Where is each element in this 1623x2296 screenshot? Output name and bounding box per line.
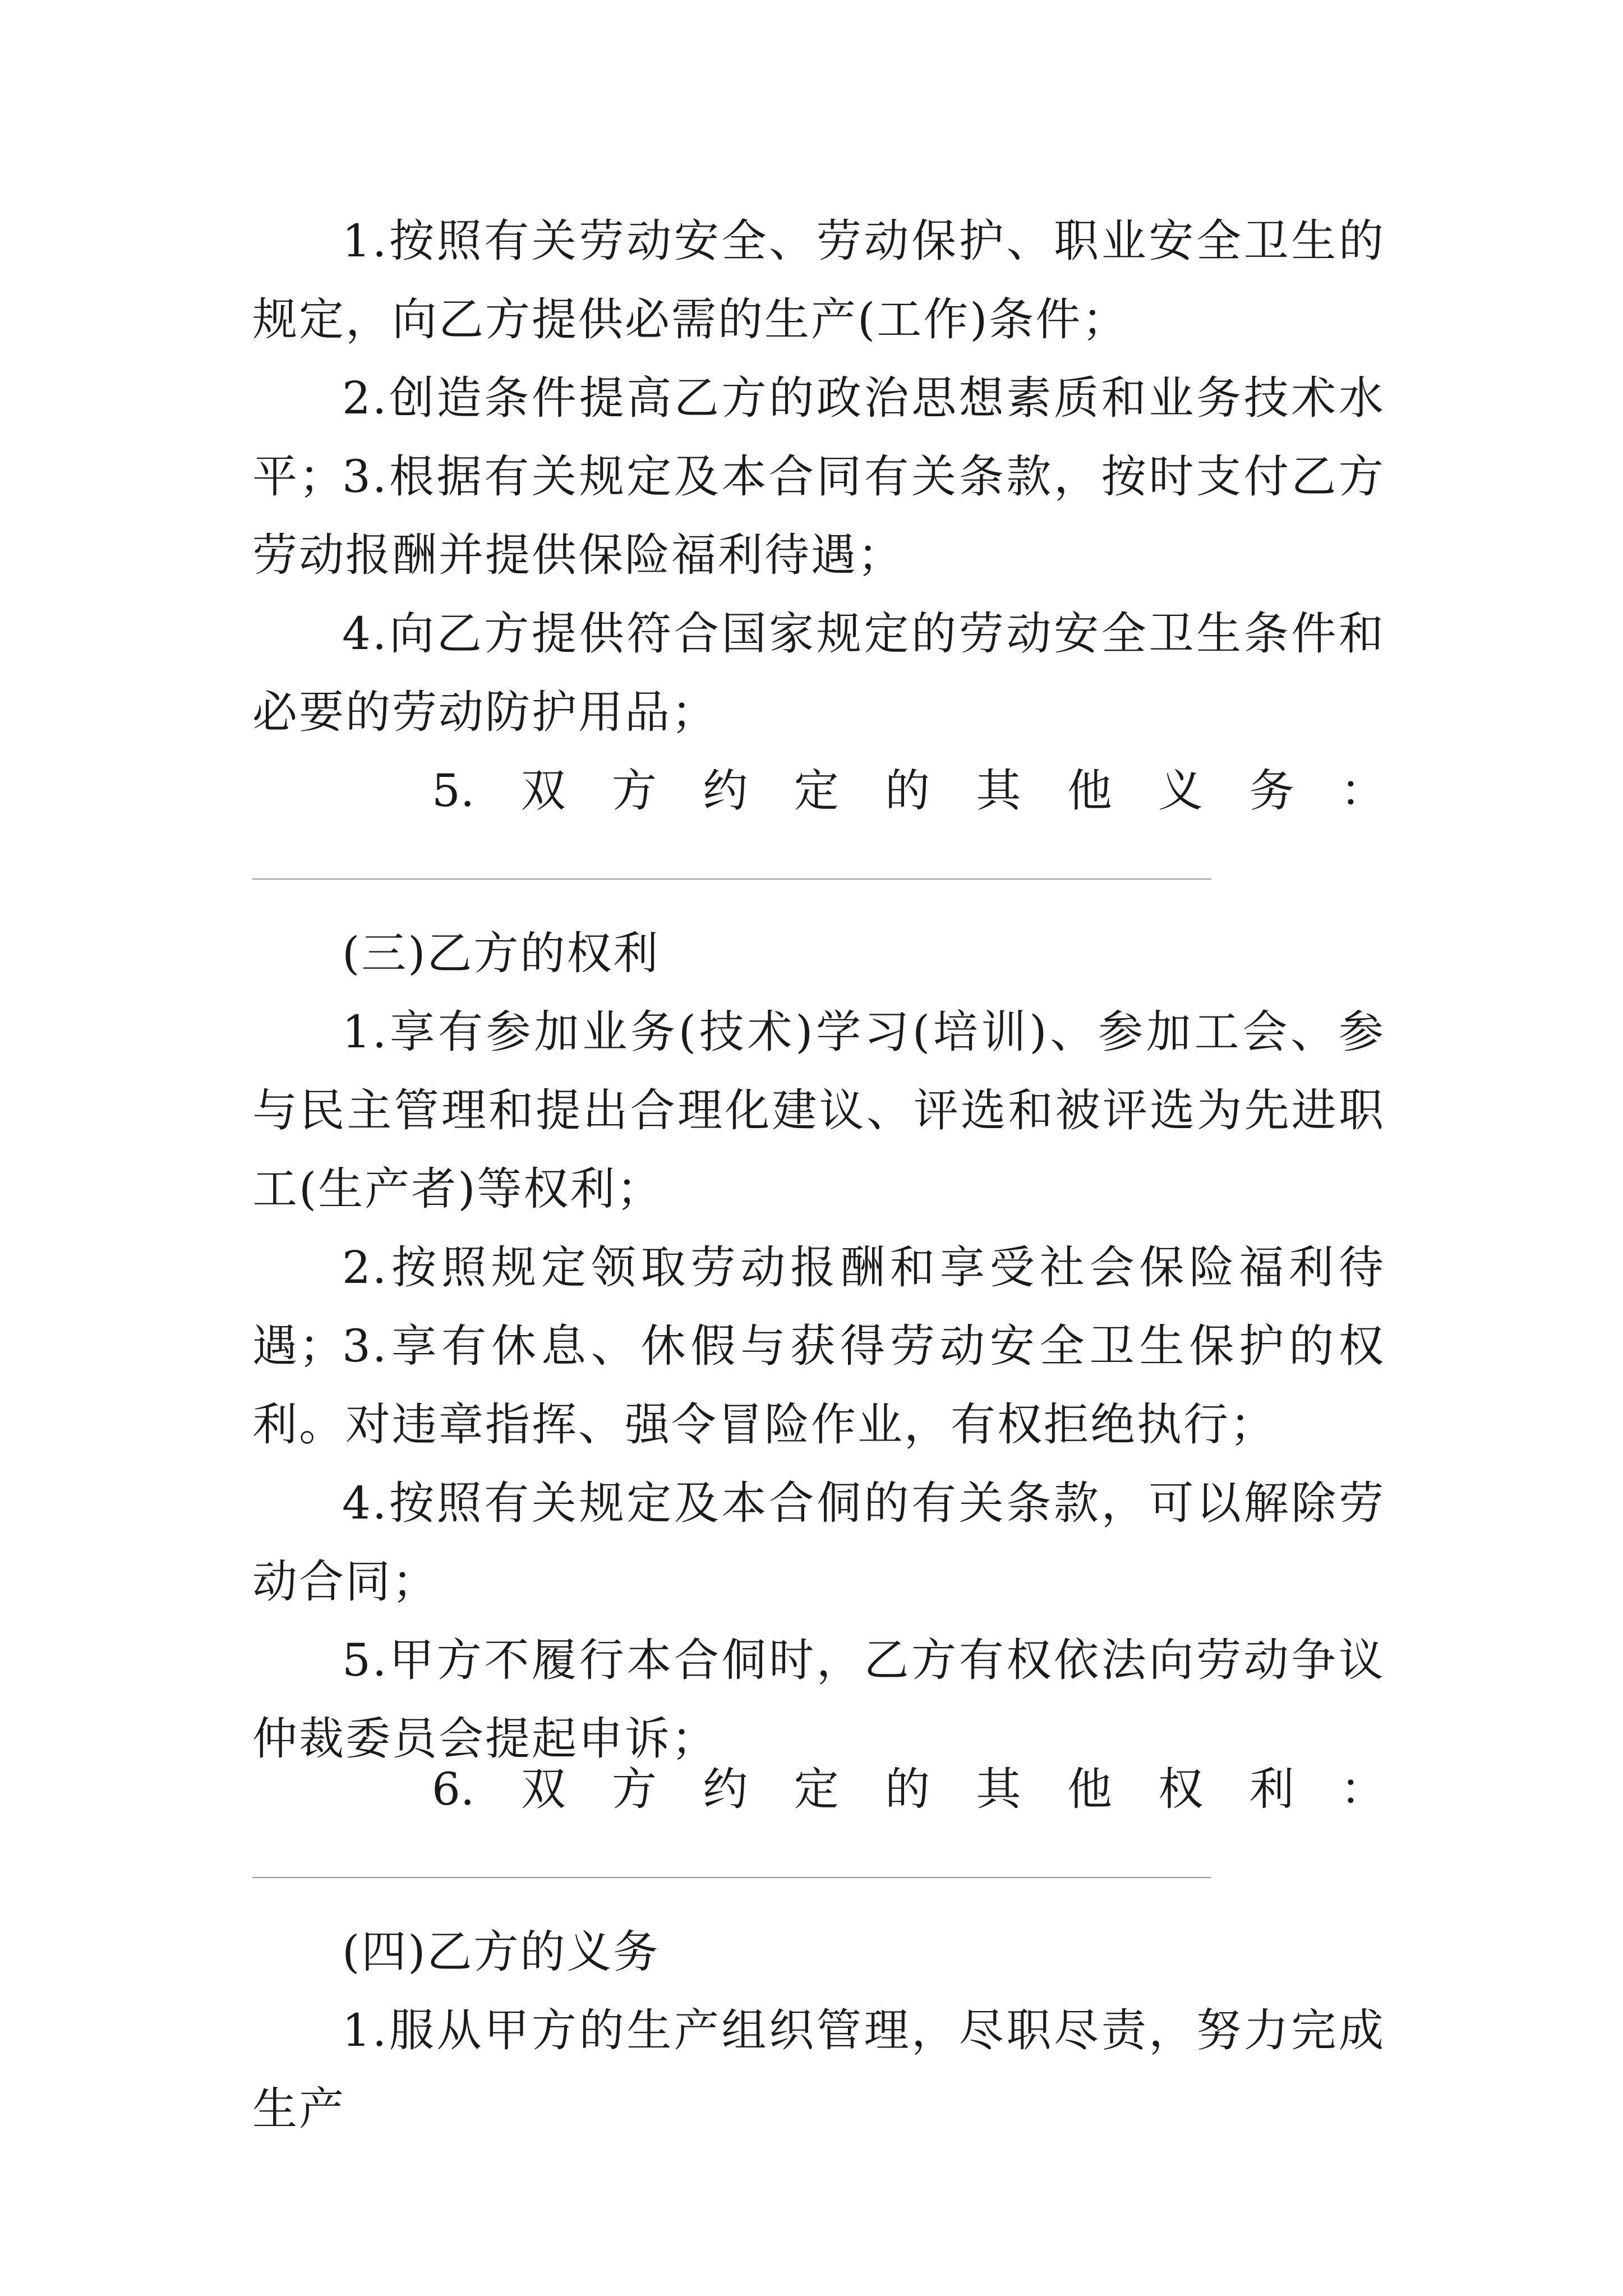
spread-char: 他 xyxy=(1067,765,1112,817)
spread-char: 方 xyxy=(612,1763,657,1815)
spread-char: ： xyxy=(1340,1763,1385,1815)
obligation-item-3: 3.根据有关规定及本合同有关条款，按时支付乙方劳动报酬并提供保险福利待遇； xyxy=(252,450,1385,581)
fill-in-line xyxy=(252,1877,1211,1878)
spread-char: 的 xyxy=(885,765,930,817)
spread-char: 务 xyxy=(1249,765,1294,817)
fill-in-line xyxy=(252,878,1211,880)
duties-item-1: 1.服从甲方的生产组织管理，尽职尽责，努力完成生产 xyxy=(252,2004,1385,2135)
spread-char: 约 xyxy=(703,765,748,817)
spread-char: 利 xyxy=(1249,1763,1294,1815)
obligation-item-4: 4.向乙方提供符合国家规定的劳动安全卫生条件和必要的劳动防护用品； xyxy=(252,608,1385,738)
obligation-item-5-other xyxy=(252,752,1385,830)
spread-char: 约 xyxy=(703,1763,748,1815)
section-heading-duties: (四)乙方的义务 xyxy=(342,1926,660,1978)
spread-char: 义 xyxy=(1158,765,1204,817)
rights-item-2: 2.按照规定领取劳动报酬和享受社会保险福利待遇； xyxy=(252,1241,1385,1372)
rights-item-3: 3.享有休息、休假与获得劳动安全卫生保护的权利。对违章指挥、强令冒险作业，有权拒绝执行； xyxy=(252,1320,1385,1451)
rights-item-1: 1.享有参加业务(技术)学习(培训)、参加工会、参与民主管理和提出合理化建议、评选和被评选为先进职工(生产者)等权利； xyxy=(252,1006,1385,1215)
spread-char: 6. xyxy=(432,1763,475,1815)
spread-char: 双 xyxy=(520,765,566,817)
spread-char: 其 xyxy=(976,1763,1021,1815)
spread-char: 其 xyxy=(976,765,1021,817)
spread-char: 定 xyxy=(794,765,839,817)
obligation-item-1: 1.按照有关劳动安全、劳动保护、职业安全卫生的规定，向乙方提供必需的生产(工作)条件； xyxy=(252,215,1385,346)
spread-char: 5. xyxy=(432,765,475,817)
spread-char: 的 xyxy=(885,1763,930,1815)
obligation-item-2: 2.创造条件提高乙方的政治思想素质和业务技术水平； xyxy=(252,372,1385,503)
spread-char: 方 xyxy=(612,765,657,817)
spread-char: 双 xyxy=(520,1763,566,1815)
rights-item-6-other xyxy=(252,1750,1385,1829)
rights-item-5: 5.甲方不履行本合侗时，乙方有权依法向劳动争议仲裁委员会提起申诉； xyxy=(252,1634,1385,1765)
section-heading-rights: (三)乙方的权利 xyxy=(342,927,660,979)
spread-char: 权 xyxy=(1158,1763,1204,1815)
rights-item-4: 4.按照有关规定及本合侗的有关条款，可以解除劳动合同； xyxy=(252,1477,1385,1608)
spread-char: 定 xyxy=(794,1763,839,1815)
spread-char: 他 xyxy=(1067,1763,1112,1815)
spread-char: ： xyxy=(1340,765,1385,817)
